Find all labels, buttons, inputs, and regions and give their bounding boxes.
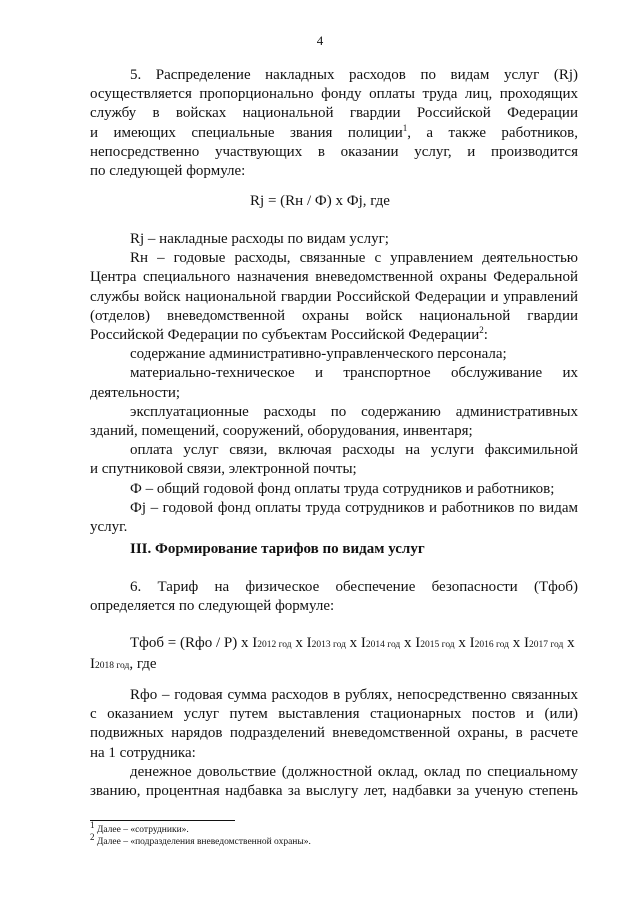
text-line: подвижных нарядов подразделений вневедомственной охраны, в расчете bbox=[90, 725, 578, 742]
multiply-sign: x I bbox=[291, 635, 312, 651]
footnotes bbox=[90, 819, 311, 848]
footnote-text: Далее – «подразделения вневедомственной охраны». bbox=[94, 837, 311, 847]
footnote-separator bbox=[90, 820, 235, 821]
footnote-number: 2 bbox=[90, 831, 95, 842]
text-line: по следующей формуле: bbox=[90, 163, 246, 180]
text-line: оплата услуг связи, включая расходы на услуги факсимильной bbox=[130, 442, 578, 459]
paragraph-5 bbox=[90, 66, 578, 181]
index-subscript: 2017 год bbox=[529, 640, 564, 650]
text-line: 5. Распределение накладных расходов по видам услуг (Rj) bbox=[130, 67, 578, 83]
index-subscript: 2013 год bbox=[311, 640, 346, 650]
index-symbol: I bbox=[90, 656, 95, 673]
text-line: и спутниковой связи, электронной почты; bbox=[90, 461, 357, 478]
text-line: материально-техническое и транспортное обслуживание их bbox=[130, 365, 578, 382]
formula-tfob bbox=[90, 634, 578, 676]
index-subscript: 2014 год bbox=[365, 640, 401, 650]
text-line: деятельности; bbox=[90, 384, 181, 401]
formula-line bbox=[90, 634, 578, 655]
paragraph-6 bbox=[90, 578, 578, 616]
section-heading: III. Формирование тарифов по видам услуг bbox=[130, 541, 425, 557]
footnote-ref: 1 bbox=[402, 122, 408, 133]
multiply-sign: x I bbox=[400, 635, 421, 651]
text-line: денежное довольствие (должностной оклад, оклад по специальному bbox=[130, 763, 578, 780]
multiply-sign: x I bbox=[345, 635, 366, 651]
text-line bbox=[90, 124, 578, 143]
index-subscript: 2016 год bbox=[474, 640, 509, 650]
index-subscript: 2012 год bbox=[257, 640, 292, 650]
multiply-sign: x bbox=[563, 635, 575, 651]
formula-line bbox=[90, 655, 578, 676]
text-line: эксплуатационные расходы по содержанию административных bbox=[130, 403, 578, 420]
text-segment: , а также работников, bbox=[407, 124, 578, 141]
text-line: содержание административно-управленческого персонала; bbox=[130, 346, 507, 363]
text-line: осуществляется пропорционально фонду оплаты труда лиц, проходящих bbox=[90, 86, 578, 103]
page-number: 4 bbox=[316, 33, 324, 48]
text-line: определяется по следующей формуле: bbox=[90, 598, 335, 615]
footnote-1 bbox=[90, 819, 311, 836]
text-line: с оказанием услуг путем выставления стационарных постов и (или) bbox=[90, 706, 578, 723]
text-line: Rфо – годовая сумма расходов в рублях, непосредственно связанных bbox=[130, 687, 578, 703]
text-line: Ф – общий годовой фонд оплаты труда сотрудников и работников; bbox=[130, 480, 555, 497]
text-line: Rj – накладные расходы по видам услуг; bbox=[130, 231, 389, 247]
text-line: Фj – годовой фонд оплаты труда сотрудников и работников по видам bbox=[130, 499, 578, 516]
index-subscript: 2015 год bbox=[420, 640, 455, 650]
text-line: непосредственно участвующих в оказании услуг, и производится bbox=[90, 143, 578, 160]
footnote-number: 1 bbox=[90, 819, 95, 830]
definitions bbox=[90, 230, 578, 537]
index-subscript: 2018 год bbox=[95, 661, 130, 672]
text-line: Rн – годовые расходы, связанные с управлением деятельностью bbox=[130, 250, 578, 267]
rfo-definition bbox=[90, 686, 578, 801]
text-line: 6. Тариф на физическое обеспечение безопасности (Тфоб) bbox=[130, 579, 578, 595]
text-line: на 1 сотрудника: bbox=[90, 744, 196, 761]
formula-start: Тфоб = (Rфо / Р) x I bbox=[130, 635, 258, 651]
text-line: званию, процентная надбавка за выслугу лет, надбавки за ученую степень bbox=[90, 783, 578, 800]
text-line: службы войск национальной гвардии Российской Федерации и управлений bbox=[90, 288, 578, 305]
text-line bbox=[90, 326, 578, 345]
text-segment: : bbox=[483, 327, 488, 344]
footnote-2 bbox=[90, 831, 311, 848]
text-line: услуг. bbox=[90, 519, 128, 536]
footnote-text: Далее – «сотрудники». bbox=[94, 825, 189, 835]
text-line: службу в войсках национальной гвардии Российской Федерации bbox=[90, 105, 578, 122]
text-line: (отделов) вневедомственной охраны войск национальной гвардии bbox=[90, 307, 578, 324]
text-line: зданий, помещений, сооружений, оборудования, инвентаря; bbox=[90, 423, 473, 440]
text-line: Центра специального назначения вневедомственной охраны Федеральной bbox=[90, 269, 578, 286]
multiply-sign: x I bbox=[509, 635, 529, 651]
text-segment: и имеющих специальные звания полиции bbox=[90, 124, 403, 141]
formula-rj: Rj = (Rн / Ф) x Фj, где bbox=[250, 193, 390, 209]
footnote-ref: 2 bbox=[479, 325, 484, 336]
formula-end: , где bbox=[129, 656, 157, 673]
multiply-sign: x I bbox=[454, 635, 475, 651]
text-segment: Российской Федерации по субъектам Российской Федерации bbox=[90, 327, 480, 344]
